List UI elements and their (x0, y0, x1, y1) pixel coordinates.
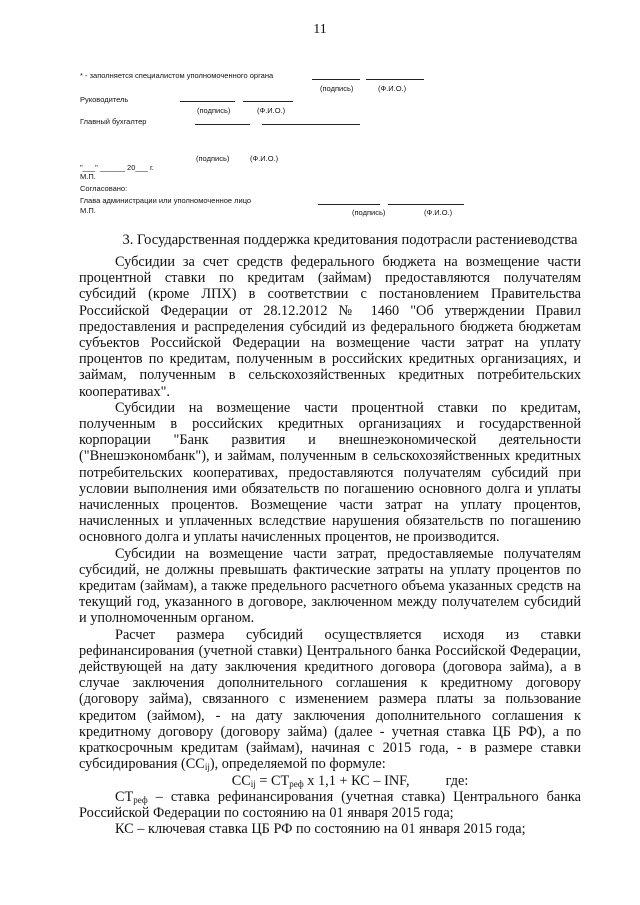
formula-rhs: х 1,1 + КС – INF, (303, 772, 410, 789)
signature-line (195, 124, 250, 125)
paragraph: Субсидии за счет средств федерального бюджета на возмещение части процентной ставки по кредитам (займам) предоставляются получателям субсидий (кроме ЛПХ) в соответствии с постановлением Правительства Российской Федерации от 28.12.2012 № 1460 "Об утверждении Правил предоставления и распределения субсидий из федерального бюджета бюджетам субъектов Российской Федерации на возмещение части затрат на уплату процентов по кредитам, полученным в российских кредитных организациях, и займам, полученным в сельскохозяйственных кредитных потребительских кооперативах". (79, 254, 581, 400)
signature-caption: (подпись) (197, 106, 231, 115)
accountant-label: Главный бухгалтер (80, 117, 147, 126)
paragraph-text: ), определяемой по формуле: (209, 756, 386, 773)
name-caption: (Ф.И.О.) (378, 84, 407, 93)
definition-term: КС (115, 821, 134, 838)
paragraph-text: Расчет размера субсидий осуществляется исходя из ставки рефинансирования (учетной ставки) Центрального банка Российской Федерации, действующей на дату заключения кредитного договора (договора займа), а в случае заключения дополнительного соглашения к кредитному договору (договору займа), связанного с изменением размера платы за пользование кредитом (займом), - на дату заключения дополнительного соглашения к кредитному договору (договору займа) (далее - учетная ставка ЦБ РФ), а по краткосрочным кредитам (займам), начиная с 2015 года, - в размере ставки субсидирования (СС (79, 626, 581, 773)
formula-eq: = СТ (255, 772, 290, 789)
signature-caption: (подпись) (352, 208, 386, 217)
definition-term: СТ (115, 788, 134, 805)
name-line (388, 204, 464, 205)
subscript: реф (289, 778, 304, 789)
document-body (79, 254, 581, 837)
date-line: "___" ______ 20___ г. (80, 163, 154, 172)
admin-head-label: Глава администрации или уполномоченное лицо (80, 196, 252, 205)
section-title: 3. Государственная поддержка кредитования подотрасли растениеводства (122, 232, 578, 248)
subscript: ij (204, 762, 210, 773)
specialist-note: * - заполняется специалистом уполномоченного органа (80, 71, 274, 80)
subscript: реф (133, 794, 148, 805)
formula-where: где: (445, 772, 469, 789)
agreed-label: Согласовано: (80, 184, 128, 193)
definition (79, 789, 581, 821)
subscript: ij (250, 778, 256, 789)
stamp-place: М.П. (80, 206, 96, 215)
definition-text: – ставка рефинансирования (учетная ставка) Центрального банка Российской Федерации по состоянию на 01 января 2015 года; (79, 788, 581, 821)
signature-line (318, 204, 380, 205)
name-line (366, 79, 424, 80)
definition-text: – ключевая ставка ЦБ РФ по состоянию на 01 января 2015 года; (133, 821, 526, 838)
formula (79, 773, 581, 789)
paragraph: Субсидии на возмещение части затрат, предоставляемые получателям субсидий, не должны превышать фактические затраты на уплату процентов по кредитам (займам), а также предельного расчетного объема указанных средств на текущий год, указанного в договоре, заключенном между получателем субсидий и уполномоченным органом. (79, 545, 581, 627)
signature-caption: (подпись) (320, 84, 354, 93)
head-label: Руководитель (80, 95, 129, 104)
name-caption: (Ф.И.О.) (250, 154, 279, 163)
signature-line (180, 101, 235, 102)
page-number: 11 (313, 22, 327, 37)
name-line (243, 101, 293, 102)
signature-caption: (подпись) (196, 154, 230, 163)
paragraph (79, 627, 581, 773)
signature-line (312, 79, 360, 80)
paragraph: Субсидии на возмещение части процентной ставки по кредитам, полученным в российских кредитных организациях и государственной корпорации "Банк развития и внешнеэкономической деятельности ("Внешэкономбанк"), и займам, полученным в сельскохозяйственных кредитных потребительских кооперативах, предоставляются получателям субсидий при условии выполнения ими обязательств по погашению основного долга и уплаты начисленных процентов. Возмещение части затрат на уплату процентов, начисленных и уплаченных вследствие нарушения обязательств по погашению основного долга и уплаты начисленных процентов, не производится. (79, 399, 581, 546)
name-line (262, 124, 360, 125)
stamp-place: М.П. (80, 172, 96, 181)
name-caption: (Ф.И.О.) (257, 106, 286, 115)
formula-lhs: СС (231, 772, 251, 789)
definition (79, 821, 581, 837)
name-caption: (Ф.И.О.) (424, 208, 453, 217)
